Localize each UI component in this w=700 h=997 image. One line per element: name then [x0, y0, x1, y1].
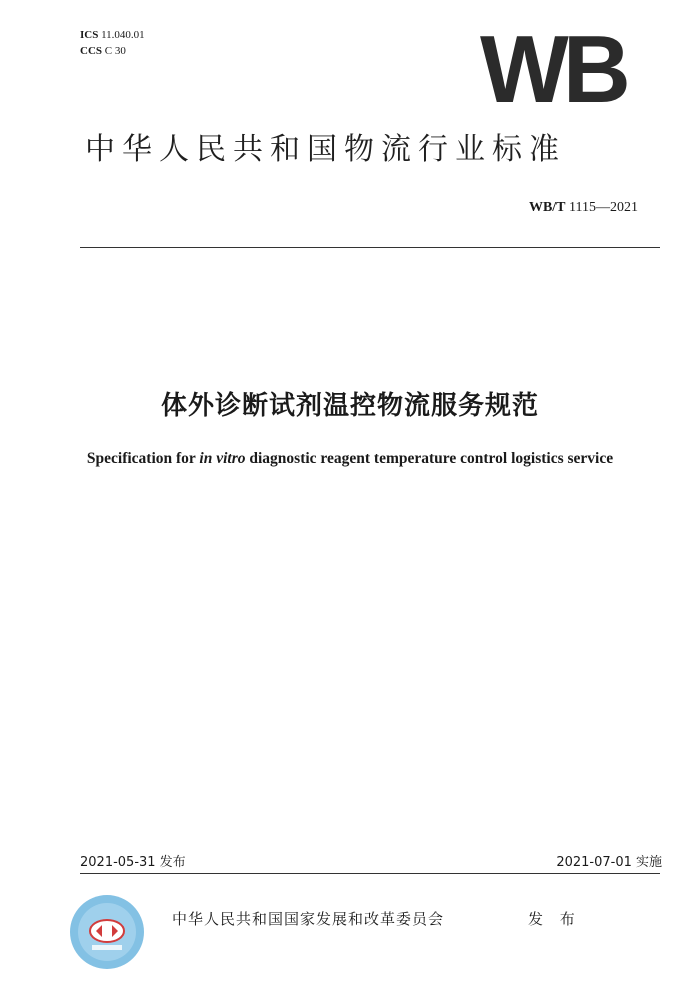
- title-english: [0, 450, 700, 468]
- ccs-label: CCS: [80, 45, 103, 57]
- top-divider: [80, 247, 660, 248]
- implementation-date: 2021-07-01 实施: [556, 855, 662, 870]
- ics-line: [80, 27, 145, 43]
- wb-logo: WB: [480, 16, 625, 123]
- title-english-part1: Specification for: [86, 450, 200, 467]
- publisher-name: 中华人民共和国国家发展和改革委员会: [172, 910, 445, 928]
- title-english-part2: diagnostic reagent temperature control logistics service: [245, 450, 614, 467]
- bottom-divider: [80, 873, 660, 874]
- ccs-code: C 30: [104, 45, 126, 57]
- issue-date: 2021-05-31 发布: [80, 855, 186, 870]
- anti-counterfeit-seal-icon: [68, 893, 146, 971]
- standard-category: 中华人民共和国物流行业标准: [85, 132, 566, 167]
- ccs-line: [80, 43, 145, 59]
- title-english-italic: in vitro: [199, 450, 246, 467]
- ics-code: 11.040.01: [101, 29, 145, 41]
- ics-label: ICS: [80, 29, 99, 41]
- standard-number: [529, 200, 638, 216]
- standard-number-value: 1115—2021: [569, 200, 638, 215]
- title-chinese: 体外诊断试剂温控物流服务规范: [160, 391, 539, 421]
- publish-label: 发 布: [528, 910, 581, 928]
- standard-number-prefix: WB/T: [528, 200, 566, 215]
- classification-codes: [80, 27, 145, 59]
